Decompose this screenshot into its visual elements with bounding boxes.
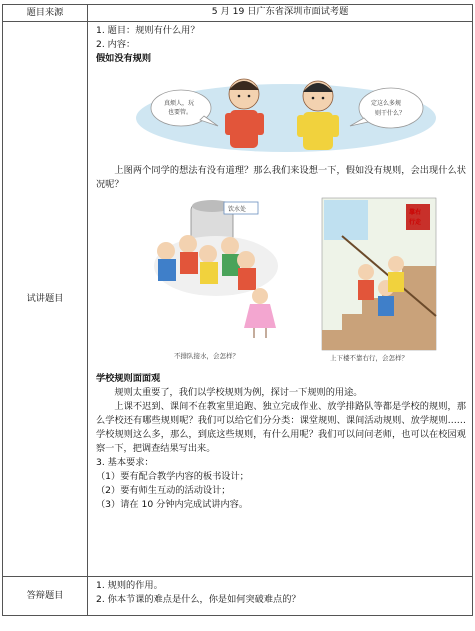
two-students-image [96,68,475,160]
bubble-left-line1: 真烦人，玩 [164,100,195,107]
sign-keep-right-2: 行走 [409,219,422,226]
stairs-scene [322,198,436,362]
water-sign-text: 饮水处 [228,206,247,213]
bubble-left-line2: 也要管。 [168,109,193,116]
heading-no-rules: 假如没有规则 [96,53,152,64]
defense-question-2: 2. 你本节课的难点是什么，你是如何突破难点的？ [96,594,301,605]
requirement-3: （3）请在 10 分钟内完成试讲内容。 [96,499,249,510]
requirement-2: （2）要有师生互动的活动设计； [96,485,231,496]
defense-content [88,577,473,616]
caption-left: 不排队接水，会怎样？ [174,352,239,360]
illustration-two-students [96,68,466,160]
bubble-right-line1: 定这么多规 [371,100,402,107]
item-topic: 1. 题目：规则有什么用？ [96,25,200,36]
question-paragraph: 上图两个同学的想法有没有道理？那么我们来设想一下，假如没有规则，会出现什么状况呢？ [96,165,466,190]
trial-row [3,22,473,577]
sign-keep-right-1: 靠右 [409,209,422,216]
source-label: 题目来源 [3,5,88,22]
defense-question-1: 1. 规则的作用。 [96,580,163,591]
paragraph-school-rules: 上课不迟到、课间不在教室里追跑、独立完成作业、放学排路队等都是学校的规则，那么学校还有哪些规则呢？我们可以给它们分分类：课堂规则、课间活动规则、放学规则……学校规则这么多，那么，到底这些规则，有什么用呢？我们可以问问老师，也可以在校园观察一下，把调查结果写出来。 [96,401,466,454]
heading-school-rules: 学校规则面面观 [96,373,161,384]
exam-table [2,4,473,616]
source-value: 5 月 19 日广东省深圳市面试考题 [88,5,473,22]
paragraph-intro: 规则太重要了，我们以学校规则为例，探讨一下规则的用途。 [114,387,363,398]
trial-content [88,22,473,577]
requirement-1: （1）要有配合教学内容的板书设计； [96,471,249,482]
bubble-right-line2: 则干什么？ [375,110,406,117]
item-requirements: 3. 基本要求： [96,457,154,468]
item-content: 2. 内容： [96,39,136,50]
defense-label: 答辩题目 [3,577,88,616]
water-queue-scene [154,200,278,360]
illustration-scenes [96,196,466,370]
caption-right: 上下楼不靠右行，会怎样？ [330,354,408,362]
header-row [3,5,473,22]
scenes-image [96,196,475,370]
trial-label: 试讲题目 [3,22,88,577]
defense-row [3,577,473,616]
